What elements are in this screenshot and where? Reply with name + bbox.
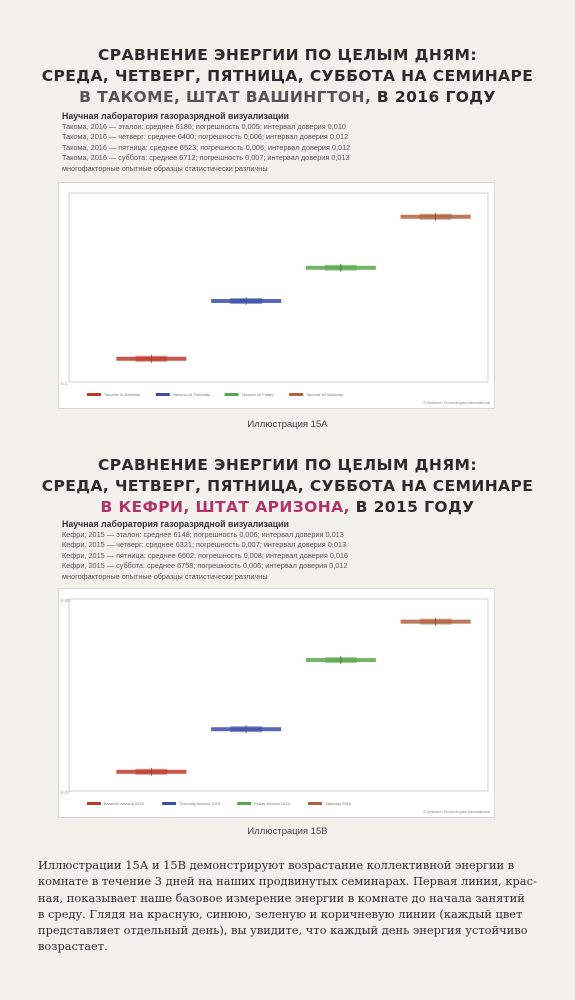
figure-b-title-line1: СРАВНЕНИЕ ЭНЕРГИИ ПО ЦЕЛЫМ ДНЯМ: bbox=[98, 456, 477, 474]
body-line: представляет отдельный день), вы увидите, что каждый день энергия устойчиво bbox=[38, 923, 528, 938]
legend-swatch bbox=[289, 393, 303, 396]
figure-a-chart bbox=[58, 182, 495, 409]
legend-swatch bbox=[87, 802, 101, 805]
figure-b-location: В КЕФРИ, ШТАТ АРИЗОНА, bbox=[100, 498, 350, 516]
figure-a-note: многофакторные опытные образцы статистически различны bbox=[62, 163, 268, 173]
chart-credit: © Airbrisco Technologies International bbox=[423, 809, 490, 814]
body-line: ная, показывает наше базовое измерение энергии в комнате до начала занятий bbox=[38, 890, 525, 905]
body-paragraph bbox=[38, 857, 538, 955]
figure-a-location: В ТАКОМЕ, ШТАТ ВАШИНГТОН, bbox=[79, 88, 372, 106]
legend-label: Tacoma 16 Baseline bbox=[104, 392, 141, 397]
figure-a-stat-line: Такома, 2016 — пятница: среднее 6523; погрешность 0,006; интервал доверия 0,012 bbox=[62, 142, 351, 152]
figure-b-chart-svg bbox=[59, 589, 494, 817]
figure-a-chart-svg bbox=[59, 183, 494, 408]
legend-label: Tacoma 16 Friday bbox=[241, 392, 274, 397]
figure-a-stat-line: Такома, 2016 — суббота: среднее 6712; погрешность 0,007; интервал доверия 0,013 bbox=[62, 153, 350, 163]
figure-a-caption: Иллюстрация 15А bbox=[247, 419, 328, 430]
legend-label: Baseline Arizona 2015 bbox=[104, 801, 144, 806]
legend-swatch bbox=[225, 393, 239, 396]
figure-a-stat-line: Такома, 2016 — эталон: среднее 6186; погрешность 0,005; интервал доверия 0,010 bbox=[62, 122, 346, 131]
figure-b-lab-name: Научная лаборатория газоразрядной визуализации bbox=[62, 519, 289, 529]
figure-b-stats bbox=[62, 518, 522, 582]
chart-credit: © Airbrisco Technologies International bbox=[423, 400, 490, 405]
figure-a-title bbox=[40, 45, 535, 108]
legend-swatch bbox=[237, 802, 251, 805]
legend-swatch bbox=[156, 393, 170, 396]
body-line: комнате в течение 3 дней на наших продвинутых семинарах. Первая линия, крас- bbox=[38, 874, 537, 889]
legend-label: Thursday Arizona 2015 bbox=[179, 801, 221, 806]
figure-b-title-line2: СРЕДА, ЧЕТВЕРГ, ПЯТНИЦА, СУББОТА НА СЕМИНАРЕ bbox=[41, 477, 534, 495]
plot-area bbox=[69, 599, 488, 791]
legend-label: Tacoma 16 Thursday bbox=[172, 392, 211, 397]
figure-b-chart bbox=[58, 588, 495, 818]
legend-swatch bbox=[308, 802, 322, 805]
figure-b-note: многофакторные опытные образцы статистически различны bbox=[62, 571, 268, 581]
legend-label: Saturday 2015 bbox=[325, 801, 352, 806]
figure-b-title-line3 bbox=[40, 497, 535, 518]
figure-b-stat-line: Кефри, 2015 — пятница: среднее 6602; погрешность 0,008; интервал доверия 0,016 bbox=[62, 550, 349, 560]
plot-area bbox=[69, 193, 488, 382]
figure-a-stats bbox=[62, 110, 522, 174]
tick-label: 6.07 bbox=[61, 790, 70, 795]
legend-label: Tacoma 16 Saturday bbox=[306, 392, 343, 397]
figure-a-year: В 2016 ГОДУ bbox=[371, 88, 496, 106]
legend-swatch bbox=[162, 802, 176, 805]
figure-b-year: В 2015 ГОДУ bbox=[349, 498, 475, 516]
figure-b-stat-line: Кефри, 2015 — четверг: среднее 6321; погрешность 0,007; интервал доверия 0,013 bbox=[62, 540, 347, 550]
figure-a-title-line3 bbox=[40, 87, 535, 108]
legend-label: Friday Arizona 2015 bbox=[254, 801, 290, 806]
figure-b-title bbox=[40, 455, 535, 518]
tick-label: 6.85 bbox=[61, 598, 70, 603]
figure-a-stat-line: Такома, 2016 — четверг: среднее 6400; погрешность 0,006; интервал доверия 0,012 bbox=[62, 132, 349, 142]
tick-label: 6.1 bbox=[61, 381, 68, 386]
figure-a-title-line2: СРЕДА, ЧЕТВЕРГ, ПЯТНИЦА, СУББОТА НА СЕМИНАРЕ bbox=[41, 67, 534, 85]
figure-a-title-line1: СРАВНЕНИЕ ЭНЕРГИИ ПО ЦЕЛЫМ ДНЯМ: bbox=[98, 46, 477, 64]
body-line: возрастает. bbox=[38, 939, 108, 954]
legend-swatch bbox=[87, 393, 101, 396]
body-line: в среду. Глядя на красную, синюю, зеленую и коричневую линии (каждый цвет bbox=[38, 906, 523, 921]
figure-b-stat-line: Кефри, 2015 — эталон: среднее 6148; погрешность 0,006; интервал доверия 0,013 bbox=[62, 530, 344, 539]
figure-a-lab-name: Научная лаборатория газоразрядной визуализации bbox=[62, 111, 289, 121]
figure-b-caption: Иллюстрация 15В bbox=[247, 826, 328, 837]
body-line: Иллюстрации 15А и 15В демонстрируют возрастание коллективной энергии в bbox=[38, 858, 515, 872]
figure-b-stat-line: Кефри, 2015 — суббота: среднее 6758; погрешность 0,006; интервал доверия 0,012 bbox=[62, 561, 348, 571]
